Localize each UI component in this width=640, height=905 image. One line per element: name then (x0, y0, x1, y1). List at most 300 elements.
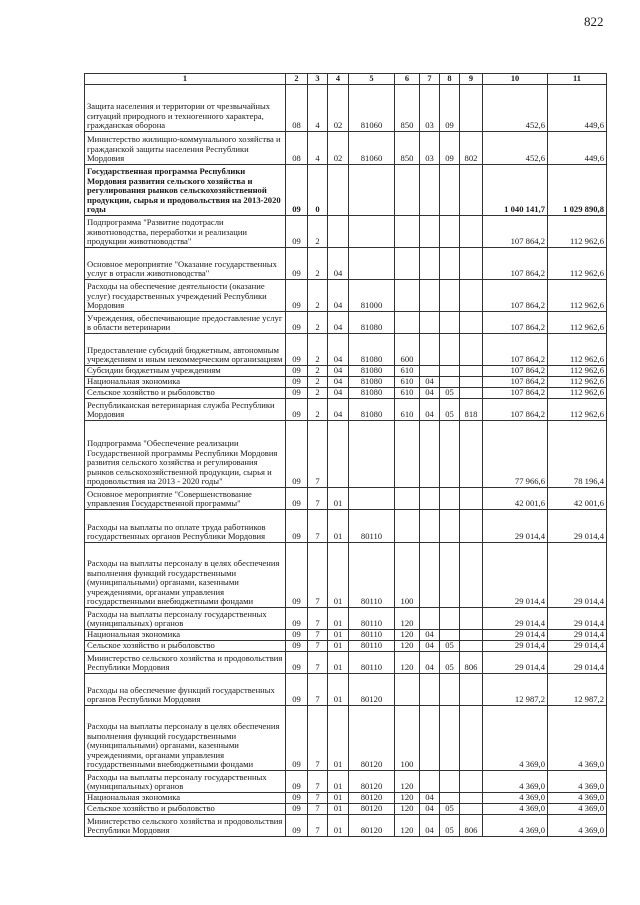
subdivision-code-cell (440, 510, 460, 543)
division-code-cell (420, 334, 440, 366)
ministry-code-cell (460, 165, 483, 216)
subprogram-code-cell: 2 (308, 248, 328, 280)
ministry-code-cell (460, 366, 483, 377)
ministry-code-cell (460, 793, 483, 804)
subdivision-code-cell (440, 312, 460, 334)
activity-code-cell: 04 (328, 366, 349, 377)
amount-2020-cell: 12 987,2 (548, 674, 607, 706)
activity-code-cell: 01 (328, 510, 349, 543)
row-name-cell: Государственная программа Республики Мордовия развития сельского хозяйства и регулирования рынков сельскохозяйственной продукции, сырья и продовольствия на 2013-2020 годы (85, 165, 286, 216)
ministry-code-cell (460, 421, 483, 488)
table-header-row (85, 74, 607, 85)
activity-code-cell: 01 (328, 706, 349, 771)
amount-2019-cell: 29 014,4 (483, 630, 548, 641)
amount-2020-cell: 1 029 890,8 (548, 165, 607, 216)
division-code-cell: 04 (420, 804, 440, 815)
subdivision-code-cell (440, 216, 460, 248)
subprogram-code-cell: 2 (308, 366, 328, 377)
subdivision-code-cell (440, 771, 460, 793)
table-row (85, 543, 607, 608)
amount-2020-cell: 112 962,6 (548, 248, 607, 280)
amount-2020-cell: 4 369,0 (548, 771, 607, 793)
amount-2019-cell: 4 369,0 (483, 706, 548, 771)
division-code-cell (420, 771, 440, 793)
amount-2019-cell: 42 001,6 (483, 488, 548, 510)
section-code-cell: 09 (286, 543, 308, 608)
section-code-cell: 09 (286, 706, 308, 771)
amount-2020-cell: 29 014,4 (548, 543, 607, 608)
table-row (85, 608, 607, 630)
row-name-cell: Национальная экономика (85, 630, 286, 641)
division-code-cell: 04 (420, 630, 440, 641)
subprogram-code-cell: 2 (308, 388, 328, 399)
amount-2020-cell: 112 962,6 (548, 216, 607, 248)
subprogram-code-cell: 4 (308, 132, 328, 165)
row-name-cell: Подпрограмма "Обеспечение реализации Государственной программы Республики Мордовия развития сельского хозяйства и регулирования рынков сельскохозяйственной продукции, сырья и продовольствия на 2013 - 2020 годы" (85, 421, 286, 488)
table-row (85, 132, 607, 165)
table-row (85, 804, 607, 815)
subprogram-code-cell: 7 (308, 793, 328, 804)
division-code-cell (420, 248, 440, 280)
section-code-cell: 09 (286, 216, 308, 248)
amount-2020-cell: 112 962,6 (548, 280, 607, 312)
table-row (85, 216, 607, 248)
subprogram-code-cell: 7 (308, 543, 328, 608)
expense-type-code-cell: 120 (395, 815, 420, 837)
target-code-cell (349, 165, 395, 216)
target-code-cell: 81080 (349, 388, 395, 399)
amount-2019-cell: 107 864,2 (483, 334, 548, 366)
division-code-cell: 04 (420, 388, 440, 399)
amount-2019-cell: 12 987,2 (483, 674, 548, 706)
table-row (85, 706, 607, 771)
subdivision-code-cell: 05 (440, 388, 460, 399)
amount-2020-cell: 112 962,6 (548, 312, 607, 334)
target-code-cell: 81080 (349, 366, 395, 377)
table-row (85, 248, 607, 280)
row-name-cell: Подпрограмма "Развитие подотрасли животноводства, переработки и реализации продукции животноводства" (85, 216, 286, 248)
subdivision-code-cell (440, 488, 460, 510)
expense-type-code-cell: 100 (395, 706, 420, 771)
activity-code-cell: 01 (328, 815, 349, 837)
ministry-code-cell (460, 771, 483, 793)
row-name-cell: Расходы на обеспечение функций государственных органов Республики Мордовия (85, 674, 286, 706)
section-code-cell: 09 (286, 608, 308, 630)
amount-2019-cell: 4 369,0 (483, 815, 548, 837)
subprogram-code-cell: 2 (308, 377, 328, 388)
division-code-cell (420, 543, 440, 608)
header-cell: 11 (548, 74, 607, 85)
division-code-cell: 03 (420, 132, 440, 165)
subdivision-code-cell: 09 (440, 132, 460, 165)
ministry-code-cell (460, 608, 483, 630)
ministry-code-cell (460, 706, 483, 771)
amount-2020-cell: 42 001,6 (548, 488, 607, 510)
amount-2020-cell: 29 014,4 (548, 652, 607, 674)
row-name-cell: Сельское хозяйство и рыболовство (85, 804, 286, 815)
subdivision-code-cell: 05 (440, 399, 460, 421)
target-code-cell: 80110 (349, 608, 395, 630)
subprogram-code-cell: 7 (308, 815, 328, 837)
table-row (85, 771, 607, 793)
ministry-code-cell (460, 334, 483, 366)
amount-2019-cell: 4 369,0 (483, 804, 548, 815)
amount-2019-cell: 29 014,4 (483, 510, 548, 543)
amount-2020-cell: 449,6 (548, 85, 607, 132)
target-code-cell: 80120 (349, 804, 395, 815)
target-code-cell: 80110 (349, 652, 395, 674)
header-cell: 1 (85, 74, 286, 85)
expense-type-code-cell (395, 674, 420, 706)
amount-2020-cell: 29 014,4 (548, 608, 607, 630)
section-code-cell: 09 (286, 248, 308, 280)
amount-2020-cell: 29 014,4 (548, 510, 607, 543)
expense-type-code-cell (395, 312, 420, 334)
subdivision-code-cell (440, 706, 460, 771)
header-cell: 8 (440, 74, 460, 85)
header-cell: 6 (395, 74, 420, 85)
amount-2020-cell: 4 369,0 (548, 706, 607, 771)
ministry-code-cell (460, 804, 483, 815)
row-name-cell: Расходы на выплаты персоналу государственных (муниципальных) органов (85, 771, 286, 793)
row-name-cell: Национальная экономика (85, 377, 286, 388)
activity-code-cell: 01 (328, 630, 349, 641)
header-cell: 4 (328, 74, 349, 85)
subdivision-code-cell: 09 (440, 85, 460, 132)
division-code-cell (420, 608, 440, 630)
ministry-code-cell (460, 216, 483, 248)
activity-code-cell: 04 (328, 280, 349, 312)
ministry-code-cell (460, 280, 483, 312)
target-code-cell: 80120 (349, 793, 395, 804)
subprogram-code-cell: 7 (308, 488, 328, 510)
section-code-cell: 09 (286, 377, 308, 388)
subprogram-code-cell: 2 (308, 334, 328, 366)
activity-code-cell: 02 (328, 85, 349, 132)
row-name-cell: Основное мероприятие "Оказание государственных услуг в отрасли животноводства" (85, 248, 286, 280)
subprogram-code-cell: 2 (308, 216, 328, 248)
ministry-code-cell: 806 (460, 652, 483, 674)
activity-code-cell: 04 (328, 388, 349, 399)
subprogram-code-cell: 7 (308, 510, 328, 543)
division-code-cell: 04 (420, 377, 440, 388)
amount-2020-cell: 4 369,0 (548, 804, 607, 815)
row-name-cell: Расходы на выплаты персоналу в целях обеспечения выполнения функций государственными (муниципальными) органами, казенными учреждениями, органами управления государственными внебюджетными фондами (85, 543, 286, 608)
division-code-cell (420, 706, 440, 771)
ministry-code-cell: 802 (460, 132, 483, 165)
section-code-cell: 09 (286, 652, 308, 674)
expense-type-code-cell: 100 (395, 543, 420, 608)
amount-2019-cell: 107 864,2 (483, 216, 548, 248)
amount-2019-cell: 107 864,2 (483, 388, 548, 399)
expense-type-code-cell: 120 (395, 608, 420, 630)
activity-code-cell: 04 (328, 377, 349, 388)
amount-2020-cell: 449,6 (548, 132, 607, 165)
section-code-cell: 09 (286, 510, 308, 543)
row-name-cell: Национальная экономика (85, 793, 286, 804)
amount-2020-cell: 112 962,6 (548, 399, 607, 421)
expense-type-code-cell: 120 (395, 652, 420, 674)
activity-code-cell: 01 (328, 804, 349, 815)
section-code-cell: 09 (286, 771, 308, 793)
amount-2019-cell: 107 864,2 (483, 377, 548, 388)
division-code-cell (420, 510, 440, 543)
subprogram-code-cell: 2 (308, 280, 328, 312)
expense-type-code-cell (395, 165, 420, 216)
target-code-cell: 81080 (349, 377, 395, 388)
activity-code-cell (328, 421, 349, 488)
activity-code-cell (328, 165, 349, 216)
subprogram-code-cell: 2 (308, 399, 328, 421)
amount-2020-cell: 29 014,4 (548, 630, 607, 641)
ministry-code-cell (460, 510, 483, 543)
header-cell: 10 (483, 74, 548, 85)
amount-2019-cell: 452,6 (483, 132, 548, 165)
target-code-cell: 80120 (349, 771, 395, 793)
section-code-cell: 09 (286, 804, 308, 815)
activity-code-cell: 01 (328, 543, 349, 608)
expense-type-code-cell (395, 421, 420, 488)
division-code-cell: 04 (420, 815, 440, 837)
activity-code-cell: 04 (328, 248, 349, 280)
table-row (85, 165, 607, 216)
section-code-cell: 09 (286, 366, 308, 377)
subdivision-code-cell (440, 334, 460, 366)
target-code-cell (349, 488, 395, 510)
target-code-cell: 81080 (349, 399, 395, 421)
row-name-cell: Министерство жилищно-коммунального хозяйства и гражданской защиты населения Республики Мордовия (85, 132, 286, 165)
row-name-cell: Министерство сельского хозяйства и продовольствия Республики Мордовия (85, 652, 286, 674)
section-code-cell: 09 (286, 815, 308, 837)
section-code-cell: 09 (286, 399, 308, 421)
amount-2019-cell: 4 369,0 (483, 793, 548, 804)
subprogram-code-cell: 7 (308, 641, 328, 652)
activity-code-cell: 01 (328, 608, 349, 630)
expense-type-code-cell: 600 (395, 334, 420, 366)
table-row (85, 630, 607, 641)
section-code-cell: 09 (286, 630, 308, 641)
section-code-cell: 09 (286, 793, 308, 804)
header-cell: 7 (420, 74, 440, 85)
ministry-code-cell (460, 388, 483, 399)
division-code-cell: 04 (420, 652, 440, 674)
expense-type-code-cell (395, 280, 420, 312)
row-name-cell: Учреждения, обеспечивающие предоставление услуг в области ветеринарии (85, 312, 286, 334)
target-code-cell: 80110 (349, 510, 395, 543)
target-code-cell: 81060 (349, 132, 395, 165)
expense-type-code-cell: 610 (395, 377, 420, 388)
expense-type-code-cell: 610 (395, 399, 420, 421)
subdivision-code-cell (440, 280, 460, 312)
subprogram-code-cell: 0 (308, 165, 328, 216)
activity-code-cell: 01 (328, 641, 349, 652)
subdivision-code-cell (440, 165, 460, 216)
expense-type-code-cell: 850 (395, 85, 420, 132)
target-code-cell: 80120 (349, 815, 395, 837)
table-row (85, 334, 607, 366)
target-code-cell: 80120 (349, 674, 395, 706)
activity-code-cell: 02 (328, 132, 349, 165)
division-code-cell (420, 216, 440, 248)
division-code-cell (420, 312, 440, 334)
subprogram-code-cell: 7 (308, 706, 328, 771)
amount-2019-cell: 4 369,0 (483, 771, 548, 793)
row-name-cell: Министерство сельского хозяйства и продовольствия Республики Мордовия (85, 815, 286, 837)
section-code-cell: 09 (286, 388, 308, 399)
ministry-code-cell (460, 543, 483, 608)
subdivision-code-cell: 05 (440, 815, 460, 837)
header-cell: 3 (308, 74, 328, 85)
row-name-cell: Основное мероприятие "Совершенствование управления Государственной программы" (85, 488, 286, 510)
activity-code-cell: 01 (328, 674, 349, 706)
header-cell: 5 (349, 74, 395, 85)
subprogram-code-cell: 7 (308, 804, 328, 815)
target-code-cell (349, 421, 395, 488)
amount-2020-cell: 112 962,6 (548, 334, 607, 366)
header-cell: 2 (286, 74, 308, 85)
row-name-cell: Расходы на выплаты по оплате труда работников государственных органов Республики Мордовия (85, 510, 286, 543)
row-name-cell: Расходы на выплаты персоналу государственных (муниципальных) органов (85, 608, 286, 630)
amount-2019-cell: 77 966,6 (483, 421, 548, 488)
table-row (85, 510, 607, 543)
subdivision-code-cell (440, 674, 460, 706)
amount-2020-cell: 112 962,6 (548, 366, 607, 377)
expense-type-code-cell (395, 510, 420, 543)
ministry-code-cell (460, 312, 483, 334)
amount-2020-cell: 112 962,6 (548, 377, 607, 388)
target-code-cell: 81060 (349, 85, 395, 132)
expense-type-code-cell (395, 216, 420, 248)
activity-code-cell: 04 (328, 312, 349, 334)
amount-2019-cell: 29 014,4 (483, 641, 548, 652)
subdivision-code-cell (440, 793, 460, 804)
division-code-cell: 04 (420, 399, 440, 421)
division-code-cell (420, 280, 440, 312)
subdivision-code-cell: 05 (440, 652, 460, 674)
amount-2020-cell: 78 196,4 (548, 421, 607, 488)
amount-2020-cell: 29 014,4 (548, 641, 607, 652)
ministry-code-cell (460, 85, 483, 132)
amount-2019-cell: 107 864,2 (483, 280, 548, 312)
table-row (85, 312, 607, 334)
amount-2019-cell: 29 014,4 (483, 608, 548, 630)
expense-type-code-cell: 850 (395, 132, 420, 165)
ministry-code-cell (460, 488, 483, 510)
ministry-code-cell (460, 630, 483, 641)
row-name-cell: Субсидии бюджетным учреждениям (85, 366, 286, 377)
section-code-cell: 09 (286, 674, 308, 706)
amount-2019-cell: 107 864,2 (483, 366, 548, 377)
page-number: 822 (584, 14, 604, 29)
division-code-cell (420, 421, 440, 488)
amount-2019-cell: 1 040 141,7 (483, 165, 548, 216)
ministry-code-cell (460, 674, 483, 706)
section-code-cell: 09 (286, 334, 308, 366)
amount-2019-cell: 29 014,4 (483, 543, 548, 608)
table-row (85, 674, 607, 706)
activity-code-cell: 01 (328, 488, 349, 510)
expense-type-code-cell: 120 (395, 804, 420, 815)
subprogram-code-cell: 7 (308, 674, 328, 706)
row-name-cell: Сельское хозяйство и рыболовство (85, 641, 286, 652)
table-row (85, 793, 607, 804)
subprogram-code-cell: 7 (308, 771, 328, 793)
header-cell: 9 (460, 74, 483, 85)
section-code-cell: 09 (286, 641, 308, 652)
section-code-cell: 09 (286, 488, 308, 510)
division-code-cell: 03 (420, 85, 440, 132)
ministry-code-cell: 818 (460, 399, 483, 421)
target-code-cell: 81080 (349, 312, 395, 334)
row-name-cell: Сельское хозяйство и рыболовство (85, 388, 286, 399)
subprogram-code-cell: 7 (308, 421, 328, 488)
expense-type-code-cell: 120 (395, 641, 420, 652)
subdivision-code-cell (440, 366, 460, 377)
row-name-cell: Расходы на выплаты персоналу в целях обеспечения выполнения функций государственными (муниципальными) органами, казенными учреждениями, органами управления государственными внебюджетными фондами (85, 706, 286, 771)
amount-2019-cell: 107 864,2 (483, 248, 548, 280)
expense-type-code-cell (395, 488, 420, 510)
activity-code-cell: 04 (328, 334, 349, 366)
row-name-cell: Защита населения и территории от чрезвычайных ситуаций природного и техногенного характера, гражданская оборона (85, 85, 286, 132)
subprogram-code-cell: 7 (308, 652, 328, 674)
subdivision-code-cell (440, 377, 460, 388)
division-code-cell: 04 (420, 793, 440, 804)
activity-code-cell: 01 (328, 793, 349, 804)
activity-code-cell: 01 (328, 652, 349, 674)
amount-2020-cell: 112 962,6 (548, 388, 607, 399)
row-name-cell: Расходы на обеспечение деятельности (оказание услуг) государственных учреждений Республики Мордовия (85, 280, 286, 312)
row-name-cell: Предоставление субсидий бюджетным, автономным учреждениям и иным некоммерческим организациям (85, 334, 286, 366)
table-row (85, 377, 607, 388)
section-code-cell: 09 (286, 280, 308, 312)
budget-table (84, 73, 607, 837)
activity-code-cell: 01 (328, 771, 349, 793)
subdivision-code-cell: 05 (440, 641, 460, 652)
subdivision-code-cell (440, 630, 460, 641)
expense-type-code-cell (395, 248, 420, 280)
table-row (85, 399, 607, 421)
division-code-cell: 04 (420, 641, 440, 652)
ministry-code-cell (460, 248, 483, 280)
subprogram-code-cell: 7 (308, 608, 328, 630)
table-row (85, 85, 607, 132)
table-row (85, 388, 607, 399)
ministry-code-cell: 806 (460, 815, 483, 837)
table-row (85, 366, 607, 377)
section-code-cell: 09 (286, 312, 308, 334)
amount-2019-cell: 29 014,4 (483, 652, 548, 674)
table-row (85, 815, 607, 837)
table-row (85, 280, 607, 312)
subprogram-code-cell: 2 (308, 312, 328, 334)
table-row (85, 652, 607, 674)
subdivision-code-cell: 05 (440, 804, 460, 815)
table-row (85, 488, 607, 510)
target-code-cell (349, 248, 395, 280)
target-code-cell: 80120 (349, 706, 395, 771)
activity-code-cell (328, 216, 349, 248)
amount-2019-cell: 452,6 (483, 85, 548, 132)
expense-type-code-cell: 120 (395, 771, 420, 793)
target-code-cell: 80110 (349, 641, 395, 652)
amount-2020-cell: 4 369,0 (548, 793, 607, 804)
section-code-cell: 09 (286, 165, 308, 216)
section-code-cell: 08 (286, 132, 308, 165)
division-code-cell (420, 165, 440, 216)
table-row (85, 421, 607, 488)
division-code-cell (420, 488, 440, 510)
expense-type-code-cell: 120 (395, 793, 420, 804)
